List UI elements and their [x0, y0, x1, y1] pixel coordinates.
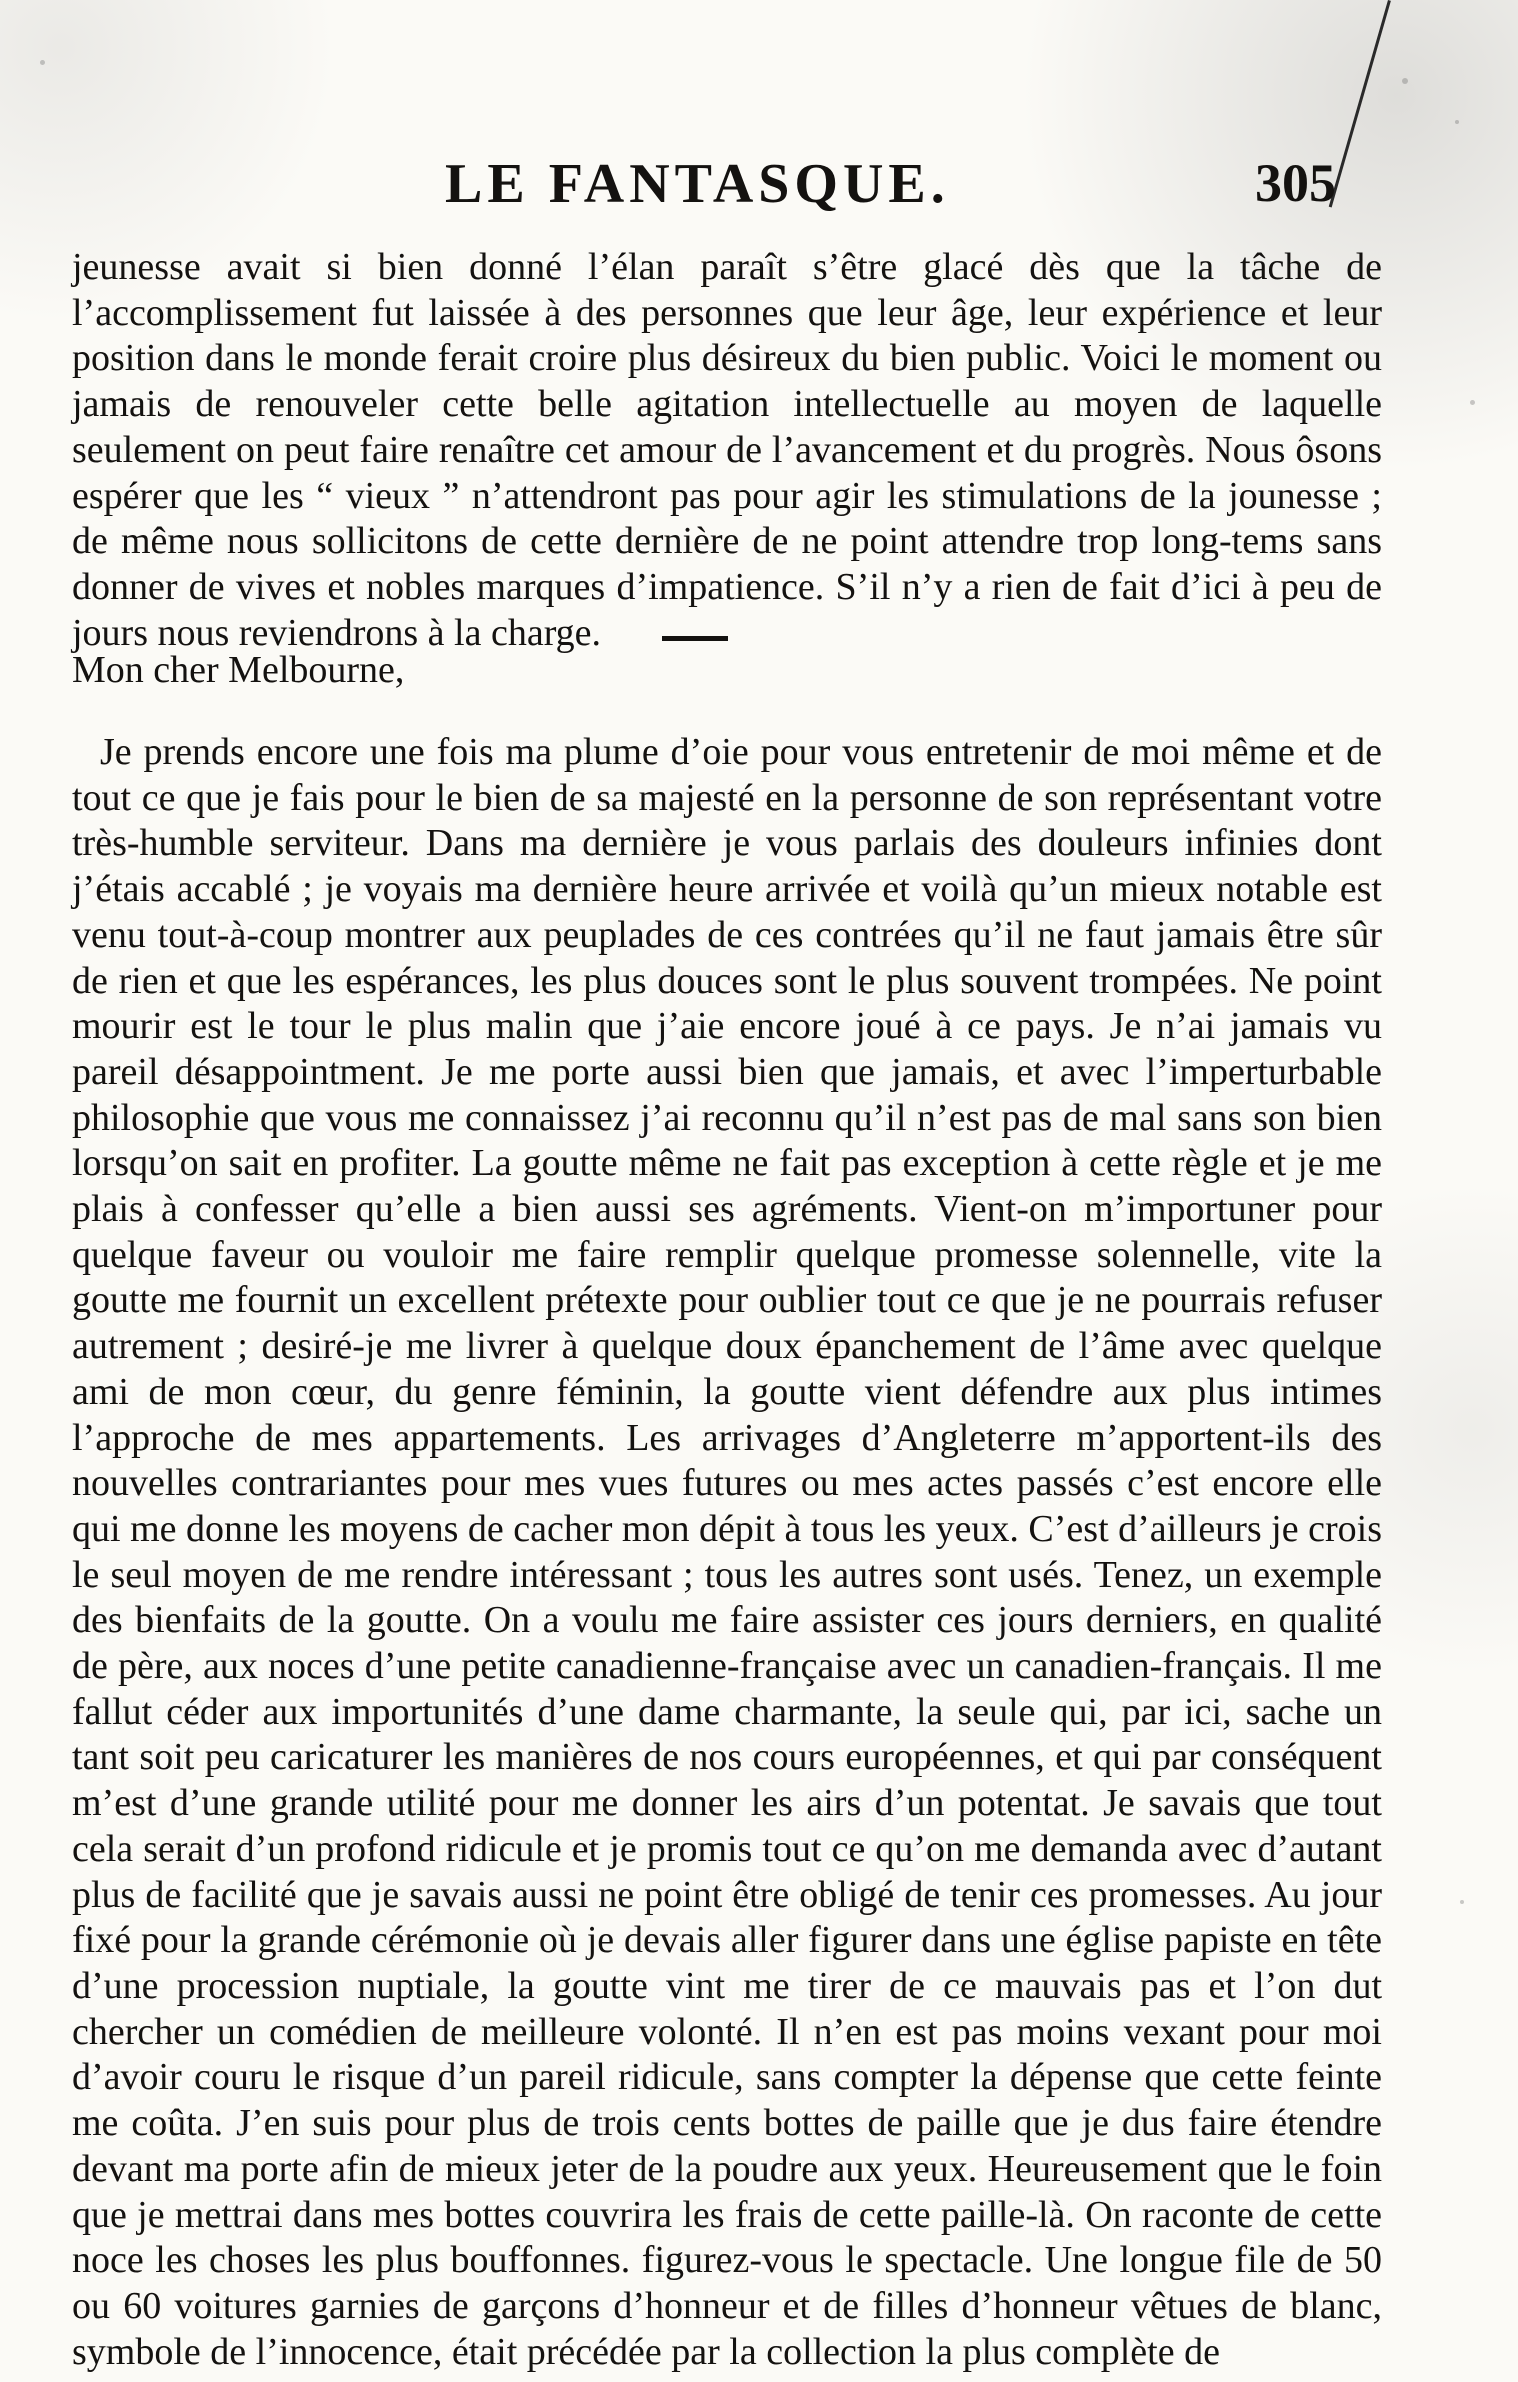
paper-speck — [1460, 1900, 1464, 1904]
paper-speck — [40, 60, 45, 65]
article-paragraph-1: jeunesse avait si bien donné l’élan paraît s’être glacé dès que la tâche de l’accomplissement fut laissée à des personnes que leur âge, leur expérience et leur position dans le monde ferait croire plus désireux du bien public. Voici le moment ou jamais de renouveler cette belle agitation intellectuelle au moyen de laquelle seulement on peut faire renaître cet amour de l’avancement et du progrès. Nous ôsons espérer que les “ vieux ” n’attendront pas pour agir les stimulations de la jounesse ; de même nous sollicitons de cette dernière de ne point attendre trop long-tems sans donner de vives et nobles marques d’impatience. S’il n’y a rien de fait d’ici à peu de jours nous reviendrons à la charge. — [72, 246, 1382, 654]
letter-salutation: Mon cher Melbourne, — [72, 649, 405, 691]
paper-speck — [1455, 120, 1459, 124]
section-divider — [662, 636, 728, 641]
running-title: LE FANTASQUE. — [445, 153, 950, 215]
letter-paragraph: Je prends encore une fois ma plume d’oie pour vous entretenir de moi même et de tout ce que je fais pour le bien de sa majesté en la personne de son représentant votre très-humble serviteur. Dans ma dernière je vous parlais des douleurs infinies dont j’étais accablé ; je voyais ma dernière heure arrivée et voilà qu’un mieux notable est venu tout-à-coup montrer aux peuplades de ces contrées qu’il ne faut jamais être sûr de rien et que les espérances, les plus douces sont le plus souvent trompées. Ne point mourir est le tour le plus malin que j’aie encore joué à ce pays. Je n’ai jamais vu pareil désappointment. Je me porte aussi bien que jamais, et avec l’imperturbable philosophie que vous me connaissez j’ai reconnu qu’il n’est pas de mal sans son bien lorsqu’on sait en profiter. La goutte même ne fait pas exception à cette règle et je me plais à confesser qu’elle a bien aussi ses agréments. Vient-on m’importuner pour quelque faveur ou vouloir me faire remplir quelque promesse solennelle, vite la goutte me fournit un excellent prétexte pour oublier tout ce que je ne pourrais refuser autrement ; desiré-je me livrer à quelque doux épanchement de l’âme avec quelque ami de mon cœur, du genre féminin, la goutte vient défendre aux plus intimes l’approche de mes appartements. Les arrivages d’Angleterre m’apportent-ils des nouvelles contrariantes pour mes vues futures ou mes actes passés c’est encore elle qui me donne les moyens de cacher mon dépit à tous les yeux. C’est d’ailleurs je crois le seul moyen de me rendre intéressant ; tous les autres sont usés. Tenez, un exemple des bienfaits de la goutte. On a voulu me faire assister ces jours derniers, en qualité de père, aux noces d’une petite canadienne-française avec un canadien-français. Il me fallut céder aux importunités d’une dame charmante, la seule qui, par ici, sache un tant soit peu caricaturer les manières de nos cours européennes, et qui par conséquent m’est d’une grande utilité pour me donner les airs d’un potentat. Je savais que tout cela serait d’un profond ridicule et je promis tout ce qu’on me demanda avec d’autant plus de facilité que je savais aussi ne point être obligé de tenir ces promesses. Au jour fixé pour la grande cérémonie où je devais aller figurer dans une église papiste en tête d’une procession nuptiale, la goutte vint me tirer de ce mauvais pas et l’on dut chercher un comédien de meilleure volonté. Il n’en est pas moins vexant pour moi d’avoir couru le risque d’un pareil ridicule, sans compter la dépense que cette feinte me coûta. J’en suis pour plus de trois cents bottes de paille que je dus faire étendre devant ma porte afin de mieux jeter de la poudre aux yeux. Heureusement que le foin que je mettrai dans mes bottes couvrira les frais de cette paille-là. On raconte de cette noce les choses les plus bouffonnes. figurez-vous le spectacle. Une longue file de 50 ou 60 voitures garnies de garçons d’honneur et de filles d’honneur vêtues de blanc, symbole de l’innocence, était précédée par la collection la plus complète de — [72, 731, 1382, 2373]
page-number: 305 — [1255, 153, 1336, 213]
paper-speck — [1402, 78, 1408, 84]
page-edge-mark — [1329, 0, 1391, 207]
paper-speck — [1470, 400, 1475, 405]
